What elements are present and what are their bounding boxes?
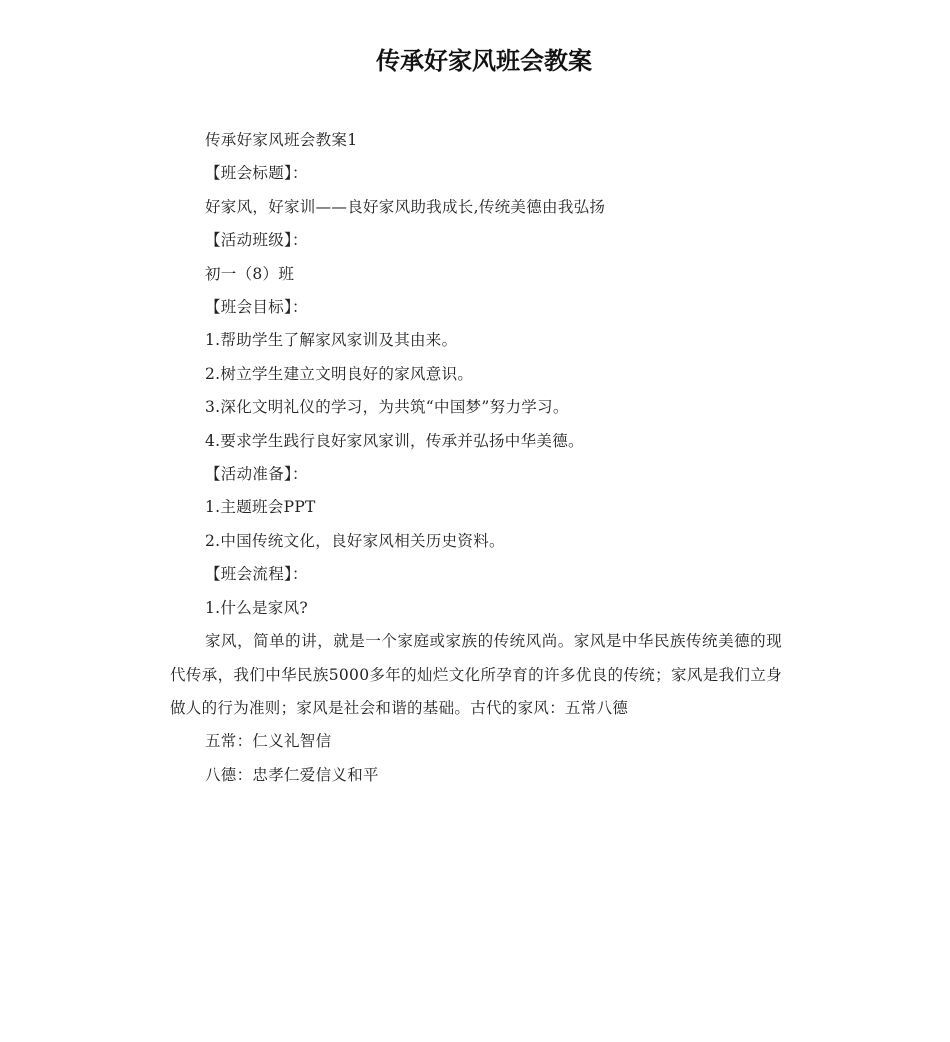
document-title: 传承好家风班会教案 <box>376 47 592 75</box>
paragraph-goal-2: 2.树立学生建立文明良好的家风意识。 <box>205 364 474 383</box>
paragraph-section-title-label: 【班会标题】： <box>205 164 308 183</box>
paragraph-section-process-label: 【班会流程】： <box>205 565 308 584</box>
paragraph-five-constants: 五常：仁义礼智信 <box>205 732 332 751</box>
paragraph-class-meeting-title: 好家风，好家训——良好家风助我成长,传统美德由我弘扬 <box>205 197 606 216</box>
paragraph-lesson-heading: 传承好家风班会教案1 <box>205 131 358 149</box>
paragraph-eight-virtues: 八德：忠孝仁爱信义和平 <box>205 765 379 784</box>
paragraph-section-goals-label: 【班会目标】： <box>205 298 308 317</box>
paragraph-section-class-label: 【活动班级】： <box>205 231 308 250</box>
paragraph-process-step-1: 1.什么是家风? <box>205 598 308 617</box>
document-body <box>170 124 782 792</box>
paragraph-preparation-2: 2.中国传统文化，良好家风相关历史资料。 <box>205 531 505 550</box>
paragraph-family-tradition-explanation: 家风，简单的讲，就是一个家庭或家族的传统风尚。家风是中华民族传统美德的现代传承，我们中华民族5000多年的灿烂文化所孕育的许多优良的传统；家风是我们立身做人的行为准则；家风是社会和谐的基础。古代的家风：五常八德 <box>170 632 782 717</box>
paragraph-goal-4: 4.要求学生践行良好家风家训，传承并弘扬中华美德。 <box>205 431 584 450</box>
paragraph-goal-1: 1.帮助学生了解家风家训及其由来。 <box>205 331 458 350</box>
paragraph-class-name: 初一（8）班 <box>205 264 295 283</box>
paragraph-section-preparation-label: 【活动准备】： <box>205 465 308 484</box>
paragraph-preparation-1: 1.主题班会PPT <box>205 498 316 517</box>
paragraph-goal-3: 3.深化文明礼仪的学习，为共筑“中国梦”努力学习。 <box>205 398 569 417</box>
